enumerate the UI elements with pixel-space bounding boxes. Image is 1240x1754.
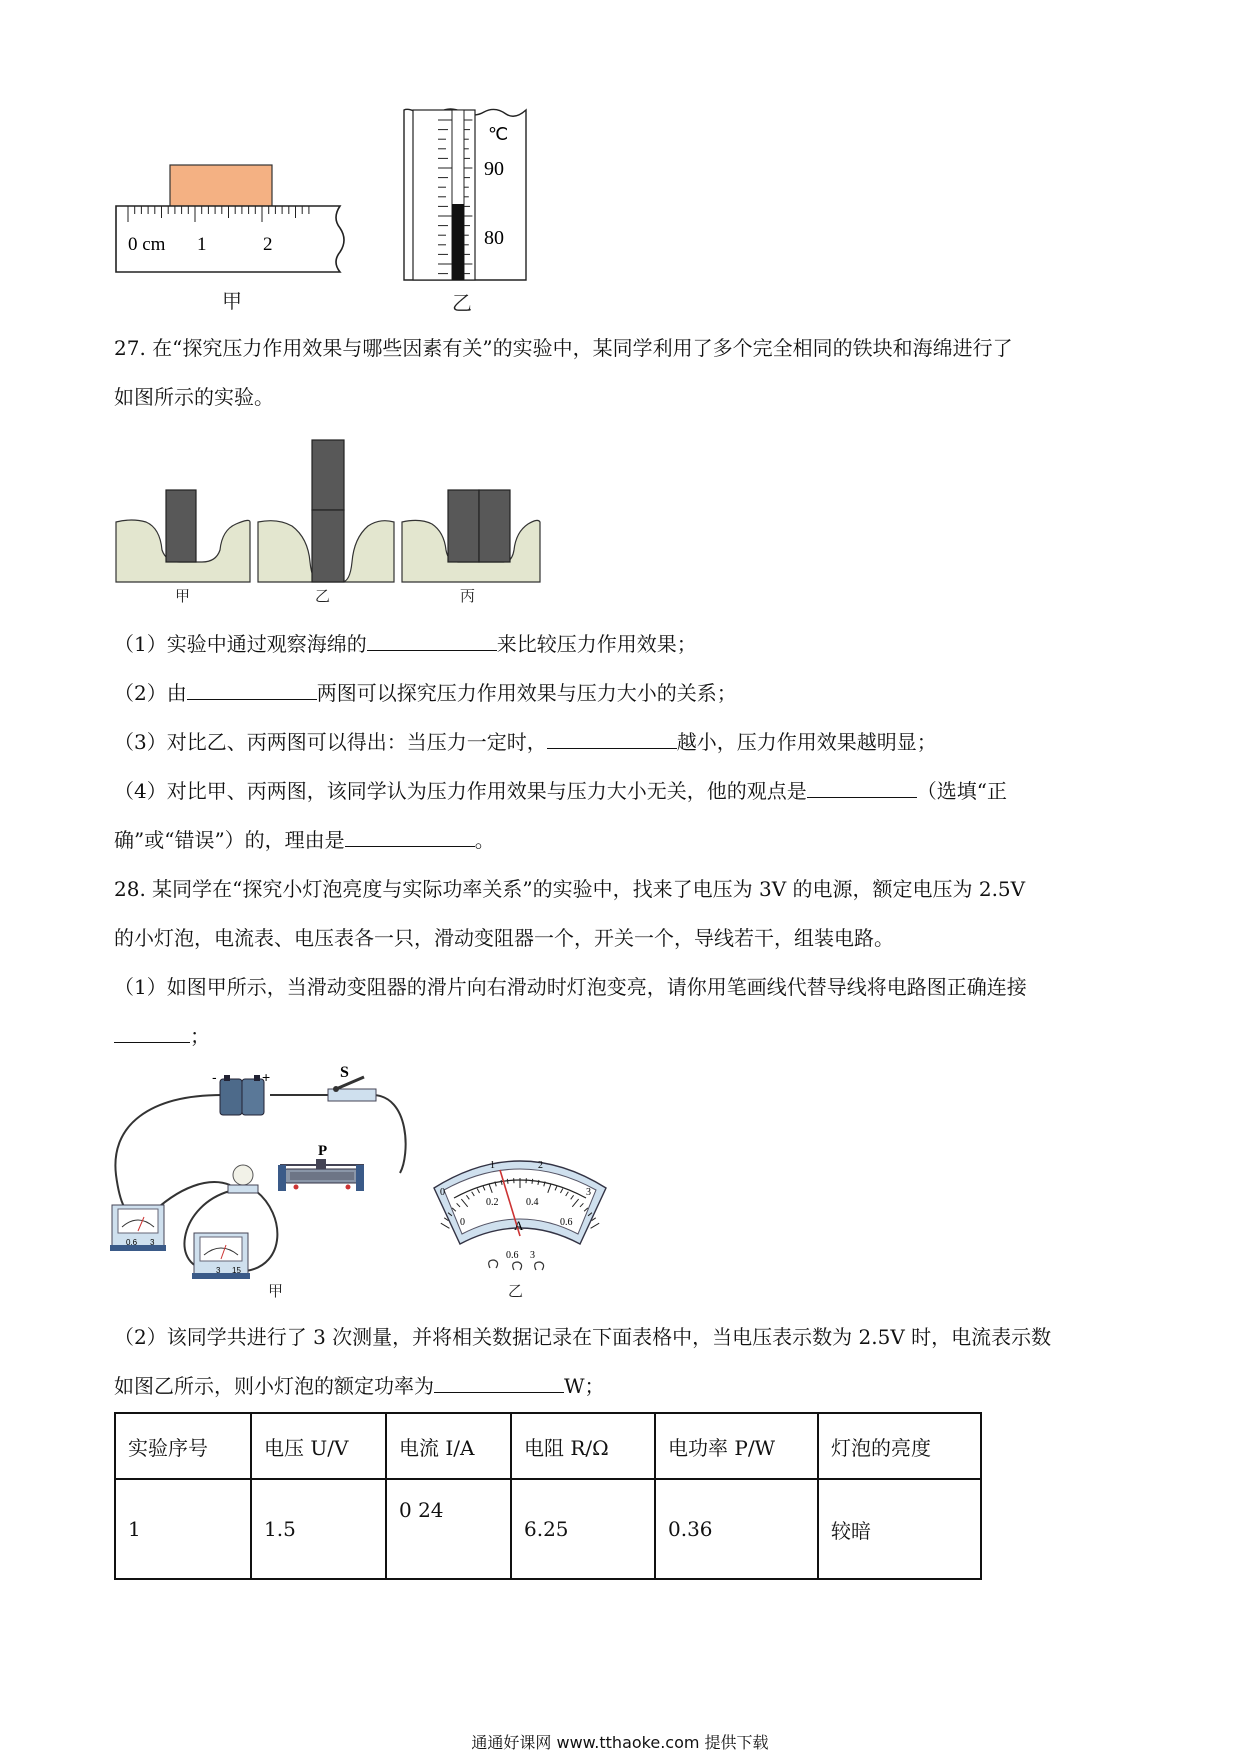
ruler-thermometer-figure — [110, 100, 550, 315]
q27-part3 — [114, 728, 937, 756]
q28-answer-blank-2[interactable] — [434, 1372, 564, 1393]
ruler-label-0: 0 cm — [128, 234, 166, 255]
dial-tick — [591, 1223, 600, 1228]
q27-part3-b: 越小，压力作用效果越明显； — [676, 730, 937, 754]
battery-plus-label: + — [262, 1069, 271, 1085]
thermometer-unit: ℃ — [488, 124, 509, 144]
q27-part1-a: （1）实验中通过观察海绵的 — [114, 632, 367, 656]
ammeter-terminal-0.6: 0.6 — [126, 1238, 138, 1247]
q27-part1-b: 来比较压力作用效果； — [496, 632, 697, 656]
q27-intro-line1: 27. 在“探究压力作用效果与哪些因素有关”的实验中，某同学利用了多个完全相同的铁块和海绵进行了 — [114, 336, 1013, 360]
block-on-ruler — [170, 165, 272, 207]
battery — [220, 1075, 264, 1115]
wire-voltmeter-lamp — [246, 1191, 277, 1271]
terminal-0.6 — [513, 1262, 522, 1270]
voltmeter-terminal-15: 15 — [232, 1266, 241, 1275]
iron-block-yi-bottom — [312, 510, 344, 582]
q27-answer-blank-2[interactable] — [187, 679, 317, 700]
iron-block-yi-top — [312, 440, 344, 510]
dial-bottom-0.4: 0.4 — [526, 1197, 539, 1208]
caption-jia-circuit: 甲 — [268, 1282, 284, 1300]
table-cell: 0.36 — [655, 1479, 818, 1579]
q28-part2-line1: （2）该同学共进行了 3 次测量，并将相关数据记录在下面表格中，当电压表示数为 2.5V 时，电流表示数 — [114, 1325, 1052, 1349]
q27-part3-a: （3）对比乙、丙两图可以得出：当压力一定时， — [114, 730, 547, 754]
table-header: 电流 I/A — [386, 1413, 511, 1479]
dial-bottom-0.2: 0.2 — [486, 1197, 499, 1208]
battery-minus-label: - — [212, 1069, 217, 1085]
dial-top-0: 0 — [440, 1187, 445, 1198]
iron-block-bing-right — [479, 490, 510, 562]
q27-part1 — [114, 630, 697, 658]
table-cell: 6.25 — [511, 1479, 655, 1579]
thermometer-label-90: 90 — [484, 158, 504, 180]
dial-top-3: 3 — [586, 1187, 591, 1198]
q27-answer-blank-1[interactable] — [367, 630, 497, 651]
table-header: 灯泡的亮度 — [818, 1413, 981, 1479]
dial-terminal-3: 3 — [530, 1250, 535, 1261]
ammeter-terminal-3: 3 — [150, 1238, 155, 1247]
table-cell: 1 — [115, 1479, 251, 1579]
rheostat — [278, 1159, 364, 1191]
caption-bing-sponge: 丙 — [460, 587, 476, 605]
slider-label: P — [318, 1143, 328, 1159]
q28-intro-line1: 28. 某同学在“探究小灯泡亮度与实际功率关系”的实验中，找来了电压为 3V 的电源，额定电压为 2.5V — [114, 877, 1026, 901]
q28-answer-blank-1[interactable] — [114, 1022, 190, 1043]
caption-yi-top: 乙 — [452, 291, 472, 315]
q27-intro-line2: 如图所示的实验。 — [114, 385, 274, 409]
caption-yi-meter: 乙 — [508, 1282, 524, 1300]
switch — [328, 1077, 376, 1101]
mercury-column — [452, 204, 464, 280]
table-cell: 0 24 — [386, 1479, 511, 1579]
q28-part1-line1: （1）如图甲所示，当滑动变阻器的滑片向右滑动时灯泡变亮，请你用笔画线代替导线将电路图正确连接 — [114, 975, 1027, 999]
dial-top-1: 1 — [490, 1160, 495, 1171]
dial-bottom-0: 0 — [460, 1217, 465, 1228]
q27-answer-blank-3[interactable] — [547, 728, 677, 749]
dial-unit: A — [514, 1218, 524, 1233]
voltmeter-terminal-3: 3 — [216, 1266, 221, 1275]
q27-part4-b: （选填“正 — [916, 779, 1007, 803]
q28-intro-line2: 的小灯泡，电流表、电压表各一只，滑动变阻器一个，开关一个，导线若干，组装电路。 — [114, 926, 894, 950]
circuit-figure — [110, 1065, 430, 1290]
ruler-label-1: 1 — [197, 234, 207, 255]
q28-part2-a: 如图乙所示，则小灯泡的额定功率为 — [114, 1374, 434, 1398]
q28-part2-line2 — [114, 1372, 605, 1400]
caption-jia-top: 甲 — [222, 289, 242, 313]
iron-block-bing-left — [448, 490, 479, 562]
page-footer: 通通好课网 www.tthaoke.com 提供下载 — [471, 1733, 769, 1752]
thermometer-label-80: 80 — [484, 227, 504, 249]
dial-top-2: 2 — [538, 1160, 543, 1171]
q27-part4-d: 。 — [474, 828, 495, 852]
data-table — [114, 1412, 982, 1580]
switch-label: S — [340, 1065, 349, 1081]
voltmeter — [192, 1233, 250, 1279]
caption-yi-sponge: 乙 — [315, 587, 331, 605]
ammeter — [110, 1205, 166, 1251]
q27-answer-blank-4[interactable] — [807, 777, 917, 798]
dial-tick — [532, 1179, 533, 1184]
iron-block-jia — [166, 490, 196, 562]
terminal-3 — [535, 1262, 544, 1270]
dial-bottom-0.6: 0.6 — [560, 1217, 573, 1228]
q27-part4-line2 — [114, 826, 495, 854]
table-header: 电功率 P/W — [655, 1413, 818, 1479]
dial-tick — [507, 1179, 508, 1184]
q28-part1-line2 — [114, 1022, 210, 1050]
q27-part2 — [114, 679, 737, 707]
terminal-minus — [489, 1260, 498, 1268]
ammeter-dial-figure — [430, 1140, 610, 1290]
dial-tick — [441, 1223, 450, 1228]
ruler-label-2: 2 — [263, 234, 273, 255]
table-header: 实验序号 — [115, 1413, 251, 1479]
table-header: 电压 U/V — [251, 1413, 386, 1479]
table-cell: 较暗 — [818, 1479, 981, 1579]
wire-switch-rheostat — [372, 1095, 406, 1173]
q27-part4-a: （4）对比甲、丙两图，该同学认为压力作用效果与压力大小无关，他的观点是 — [114, 779, 807, 803]
table-row — [115, 1479, 981, 1579]
table-header-row — [115, 1413, 981, 1479]
q27-part2-b: 两图可以探究压力作用效果与压力大小的关系； — [316, 681, 737, 705]
dial-terminal-0.6: 0.6 — [506, 1250, 519, 1261]
q28-part1-end: ； — [190, 1024, 210, 1048]
table-cell: 1.5 — [251, 1479, 386, 1579]
q27-part4-c: 确”或“错误”）的，理由是 — [114, 828, 345, 852]
q27-part2-a: （2）由 — [114, 681, 187, 705]
caption-jia-sponge: 甲 — [175, 587, 191, 605]
q28-part2-b: W； — [564, 1374, 605, 1398]
table-header: 电阻 R/Ω — [511, 1413, 655, 1479]
lamp — [228, 1165, 258, 1193]
q27-answer-blank-5[interactable] — [345, 826, 475, 847]
q27-part4-line1 — [114, 777, 1007, 805]
